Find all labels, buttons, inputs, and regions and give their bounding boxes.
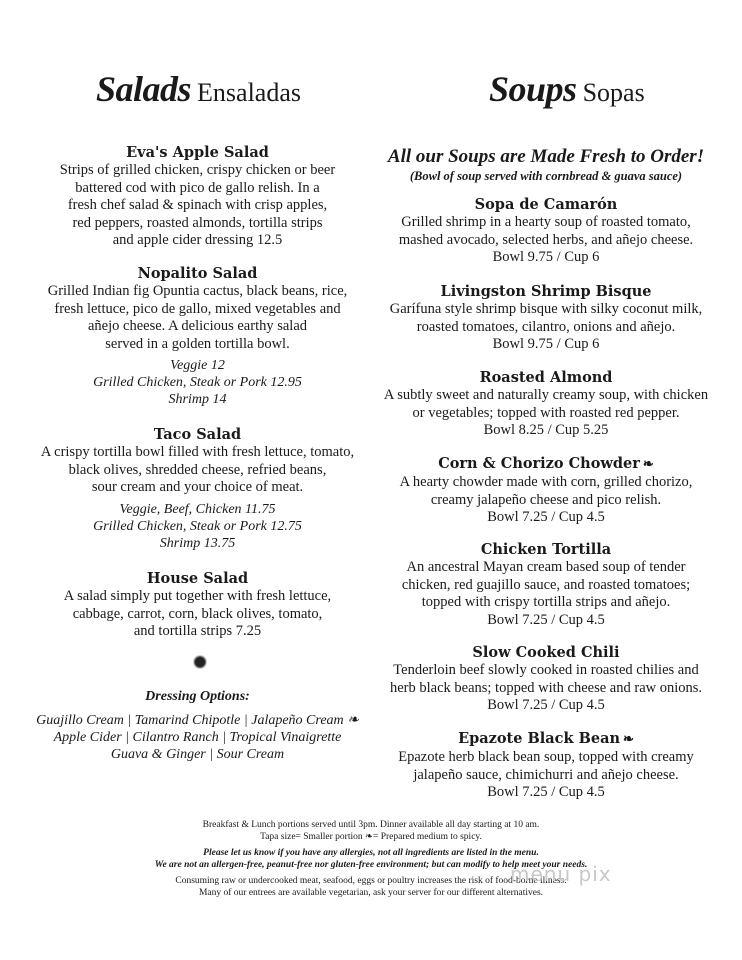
fresh-subtext: (Bowl of soup served with cornbread & guava sauce) xyxy=(409,169,683,183)
menu-item: Corn & Chorizo Chowder ❧ A hearty chowder made with corn, grilled chorizo, creamy jalapeño cheese and pico relish. Bowl 7.25 / Cup 4.5 xyxy=(399,455,693,525)
dressing-title: Dressing Options: xyxy=(145,689,250,704)
menu-item: Sopa de Camarón Grilled shrimp in a hearty soup of roasted tomato, mashed avocado, selected herbs, and añejo cheese. Bowl 9.75 / Cup 6 xyxy=(376,195,716,267)
item-title: Taco Salad xyxy=(153,426,242,443)
watermark: menu pix xyxy=(510,862,612,886)
menu-item: Chicken Tortilla An ancestral Mayan cream based soup of tender chicken, red guajillo sauce, and roasted tomatoes; topped with crispy tortilla strips and añejo. Bowl 7.25 / Cup 4.5 xyxy=(376,540,716,629)
spicy-leaf-icon: ❧ xyxy=(642,457,654,472)
item-title: Sopa de Camarón xyxy=(474,196,618,213)
salads-subtitle: Ensaladas xyxy=(197,78,302,107)
item-desc: Grilled Indian fig Opuntia cactus, black beans, rice, fresh lettuce, pico de gallo, mixed vegetables and añejo cheese. A delicious earthy salad served in a golden tortilla bowl. xyxy=(47,283,348,352)
footer-legend: Tapa size= Smaller portion ❧= Prepared medium to spicy. xyxy=(260,831,482,842)
dressing-list: Guajillo Cream | Tamarind Chipotle | Jalapeño Cream ❧ Apple Cider | Cilantro Ranch | Tropical Vinaigrette Guava & Ginger | Sour Cream xyxy=(36,713,359,762)
menu-item: Epazote Black Bean ❧ Epazote herb black bean soup, topped with creamy jalapeño sauce, chimichurri and añejo cheese. Bowl 7.25 / Cup 4.5 xyxy=(398,730,694,800)
footer-allergen: We are not an allergen-free, peanut-free nor gluten-free environment; but can modify to help meet your needs. xyxy=(154,859,588,870)
menu-item: Livingston Shrimp Bisque Garífuna style shrimp bisque with silky coconut milk, roasted tomatoes, cilantro, onions and añejo. Bowl 9.75 / Cup 6 xyxy=(376,282,716,354)
soups-intro xyxy=(376,146,716,184)
footer-hours: Breakfast & Lunch portions served until 3pm. Dinner available all day starting at 10 am. xyxy=(202,820,540,830)
item-title: Roasted Almond xyxy=(479,369,613,386)
salads-title: Salads xyxy=(96,69,192,109)
footer-allergy: Please let us know if you have any allergies, not all ingredients are listed in the menu. xyxy=(203,848,539,858)
dressing-options xyxy=(20,689,375,705)
soups-heading xyxy=(489,68,645,110)
item-title: Corn & Chorizo Chowder xyxy=(438,455,640,472)
soups-subtitle: Sopas xyxy=(582,78,645,107)
item-title: Chicken Tortilla xyxy=(480,541,612,558)
item-desc: Strips of grilled chicken, crispy chicken or beer battered cod with pico de gallo relish. In a fresh chef salad & spinach with crisp apples, red peppers, roasted almonds, tortilla strips and apple cider dressing 12.5 xyxy=(59,162,336,248)
salads-heading xyxy=(96,68,301,110)
footer-vegetarian: Many of our entrees are available vegetarian, ask your server for our different alternatives. xyxy=(198,887,544,898)
item-title: Slow Cooked Chili xyxy=(472,644,620,661)
item-title: Nopalito Salad xyxy=(137,265,258,282)
menu-item: Slow Cooked Chili Tenderloin beef slowly cooked in roasted chilies and herb black beans; topped with cheese and raw onions. Bowl 7.25 / Cup 4.5 xyxy=(376,643,716,715)
menu-item xyxy=(20,264,375,353)
price-options: Veggie 12 Grilled Chicken, Steak or Pork 12.95 Shrimp 14 xyxy=(93,358,302,407)
fresh-banner: All our Soups are Made Fresh to Order! xyxy=(387,146,705,167)
footer-raw-warning: Consuming raw or undercooked meat, seafood, eggs or poultry increases the risk of food-borne illness. xyxy=(175,876,567,886)
price-options: Veggie, Beef, Chicken 11.75 Grilled Chicken, Steak or Pork 12.75 Shrimp 13.75 xyxy=(93,502,302,551)
item-title: Eva's Apple Salad xyxy=(126,144,269,161)
item-title: Epazote Black Bean xyxy=(458,730,621,747)
item-desc: A salad simply put together with fresh lettuce, cabbage, carrot, corn, black olives, tomato, and tortilla strips 7.25 xyxy=(63,588,332,639)
item-title: House Salad xyxy=(146,570,249,587)
soups-title: Soups xyxy=(489,69,577,109)
item-title: Livingston Shrimp Bisque xyxy=(440,283,652,300)
menu-item xyxy=(20,569,375,641)
item-desc: A crispy tortilla bowl filled with fresh lettuce, tomato, black olives, shredded cheese, refried beans, sour cream and your choice of meat. xyxy=(40,444,355,495)
footer-notes xyxy=(0,820,742,899)
menu-item: Roasted Almond A subtly sweet and naturally creamy soup, with chicken or vegetables; topped with roasted red pepper. Bowl 8.25 / Cup 5.25 xyxy=(376,368,716,440)
bullet-ornament-icon xyxy=(194,656,206,668)
menu-item xyxy=(20,425,375,497)
menu-item xyxy=(20,143,375,250)
spicy-leaf-icon: ❧ xyxy=(623,732,634,747)
